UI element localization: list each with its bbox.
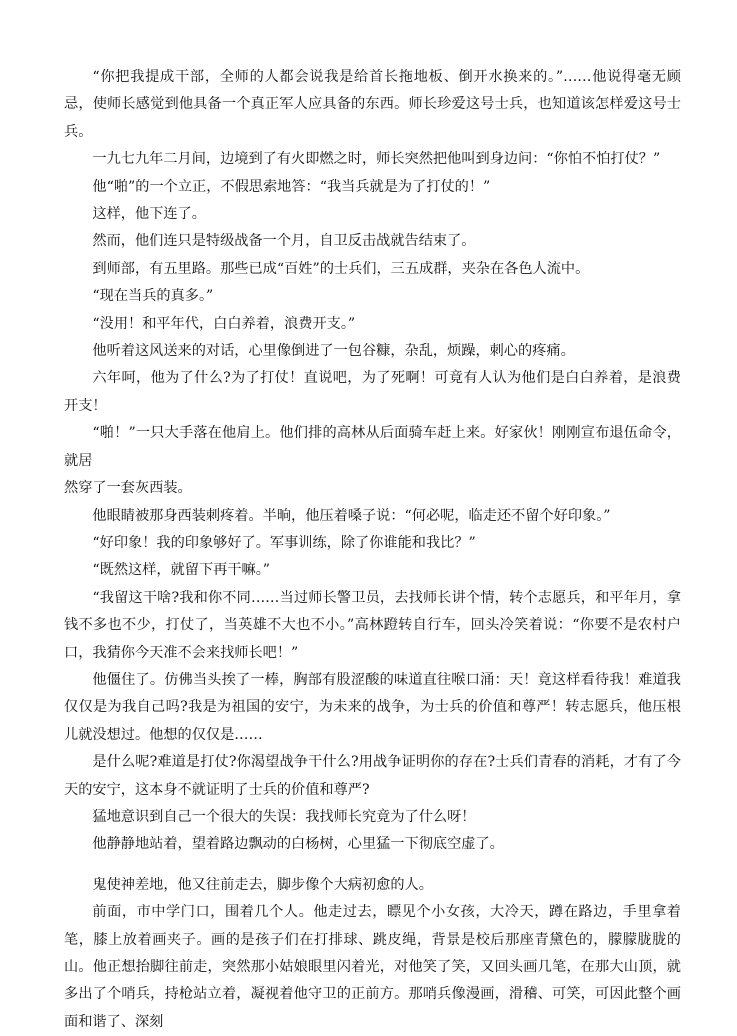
paragraph-9: 他听着这风送来的对话，心里像倒进了一包谷糠，杂乱，烦躁，刺心的疼痛。 <box>92 343 575 360</box>
paragraph-4: 这样，他下连了。 <box>92 206 206 223</box>
paragraph-12: 他眼睛被那身西装刺疼着。半晌，他压着嗓子说：“何必呢，临走还不留个好印象。” <box>92 507 611 524</box>
paragraph-17: 是什么呢?难道是打仗?你渴望战争干什么?用战争证明你的存在?士兵们青春的消耗，才有了今天的安宁，这本身不就证明了士兵的价值和尊严? <box>64 754 681 798</box>
paragraph-11: “啪！”一只大手落在他肩上。他们排的高林从后面骑车赶上来。好家伙！刚刚宣布退伍命令，就居 <box>64 425 681 469</box>
paragraph-7: “现在当兵的真多。” <box>92 288 214 305</box>
paragraph-5: 然而，他们连只是特级战备一个月，自卫反击战就告结束了。 <box>92 233 476 250</box>
paragraph-11-continued: 然穿了一套灰西装。 <box>64 480 192 497</box>
paragraph-20: 鬼使神差地，他又往前走去，脚步像个大病初愈的人。 <box>92 876 433 893</box>
paragraph-1: “你把我提成干部，全师的人都会说我是给首长拖地板、倒开水换来的。”……他说得毫无顾忌，使师长感觉到他具备一个真正军人应具备的东西。师长珍爱这号士兵，也知道该怎样爱这号士兵。 <box>64 69 681 140</box>
paragraph-6: 到师部，有五里路。那些已成“百姓”的士兵们，三五成群，夹杂在各色人流中。 <box>92 260 590 277</box>
section-gap <box>64 859 681 872</box>
paragraph-3: 他“啪”的一个立正，不假思索地答：“我当兵就是为了打仗的！” <box>92 178 491 195</box>
paragraph-13: “好印象！我的印象够好了。军事训练，除了你谁能和我比？” <box>92 534 476 551</box>
paragraph-8: “没用！和平年代，白白养着，浪费开支。” <box>92 315 356 332</box>
paragraph-14: “既然这样，就留下再干嘛。” <box>92 562 271 579</box>
paragraph-21: 前面，市中学门口，围着几个人。他走过去，瞟见个小女孩，大冷天，蹲在路边，手里拿着笔，膝上放着画夹子。画的是孩子们在打排球、跳皮绳，背景是校后那座青黛色的，朦朦胧胧的山。他正想抬脚往前走，突然那小姑娘眼里闪着光，对他笑了笑，又回头画几笔，在那大山顶，就多出了个哨兵，持枪站立着，凝视着他守卫的正前方。那哨兵像漫画，滑稽、可笑，可因此整个画面和谐了、深刻 <box>64 904 681 1030</box>
paragraph-2: 一九七九年二月间，边境到了有火即燃之时，师长突然把他叫到身边问：“你怕不怕打仗？” <box>92 151 661 168</box>
paragraph-19: 他静静地站着，望着路边飘动的白杨树，心里猛一下彻底空虚了。 <box>92 836 504 853</box>
paragraph-16: 他僵住了。仿佛当头挨了一棒，胸部有股涩酸的味道直往喉口涌：天！竟这样看待我！难道我仅仅是为我自己吗?我是为祖国的安宁，为未来的战争，为士兵的价值和尊严！转志愿兵，他压根儿就没想过。他想的仅仅是…… <box>64 671 681 743</box>
paragraph-18: 猛地意识到自己一个很大的失误：我找师长究竟为了什么呀！ <box>92 808 476 825</box>
paragraph-10: 六年呵，他为了什么?为了打仗！直说吧，为了死啊！可竟有人认为他们是白白养着，是浪费开支！ <box>64 370 681 414</box>
paragraph-15: “我留这干啥?我和你不同……当过师长警卫员，去找师长讲个情，转个志愿兵，和平年月，拿钱不多也不少，打仗了，当英雄不大也不小。”高林蹬转自行车，回头冷笑着说：“你要不是农村户口，我猜你今天准不会来找师长吧！” <box>64 589 681 661</box>
